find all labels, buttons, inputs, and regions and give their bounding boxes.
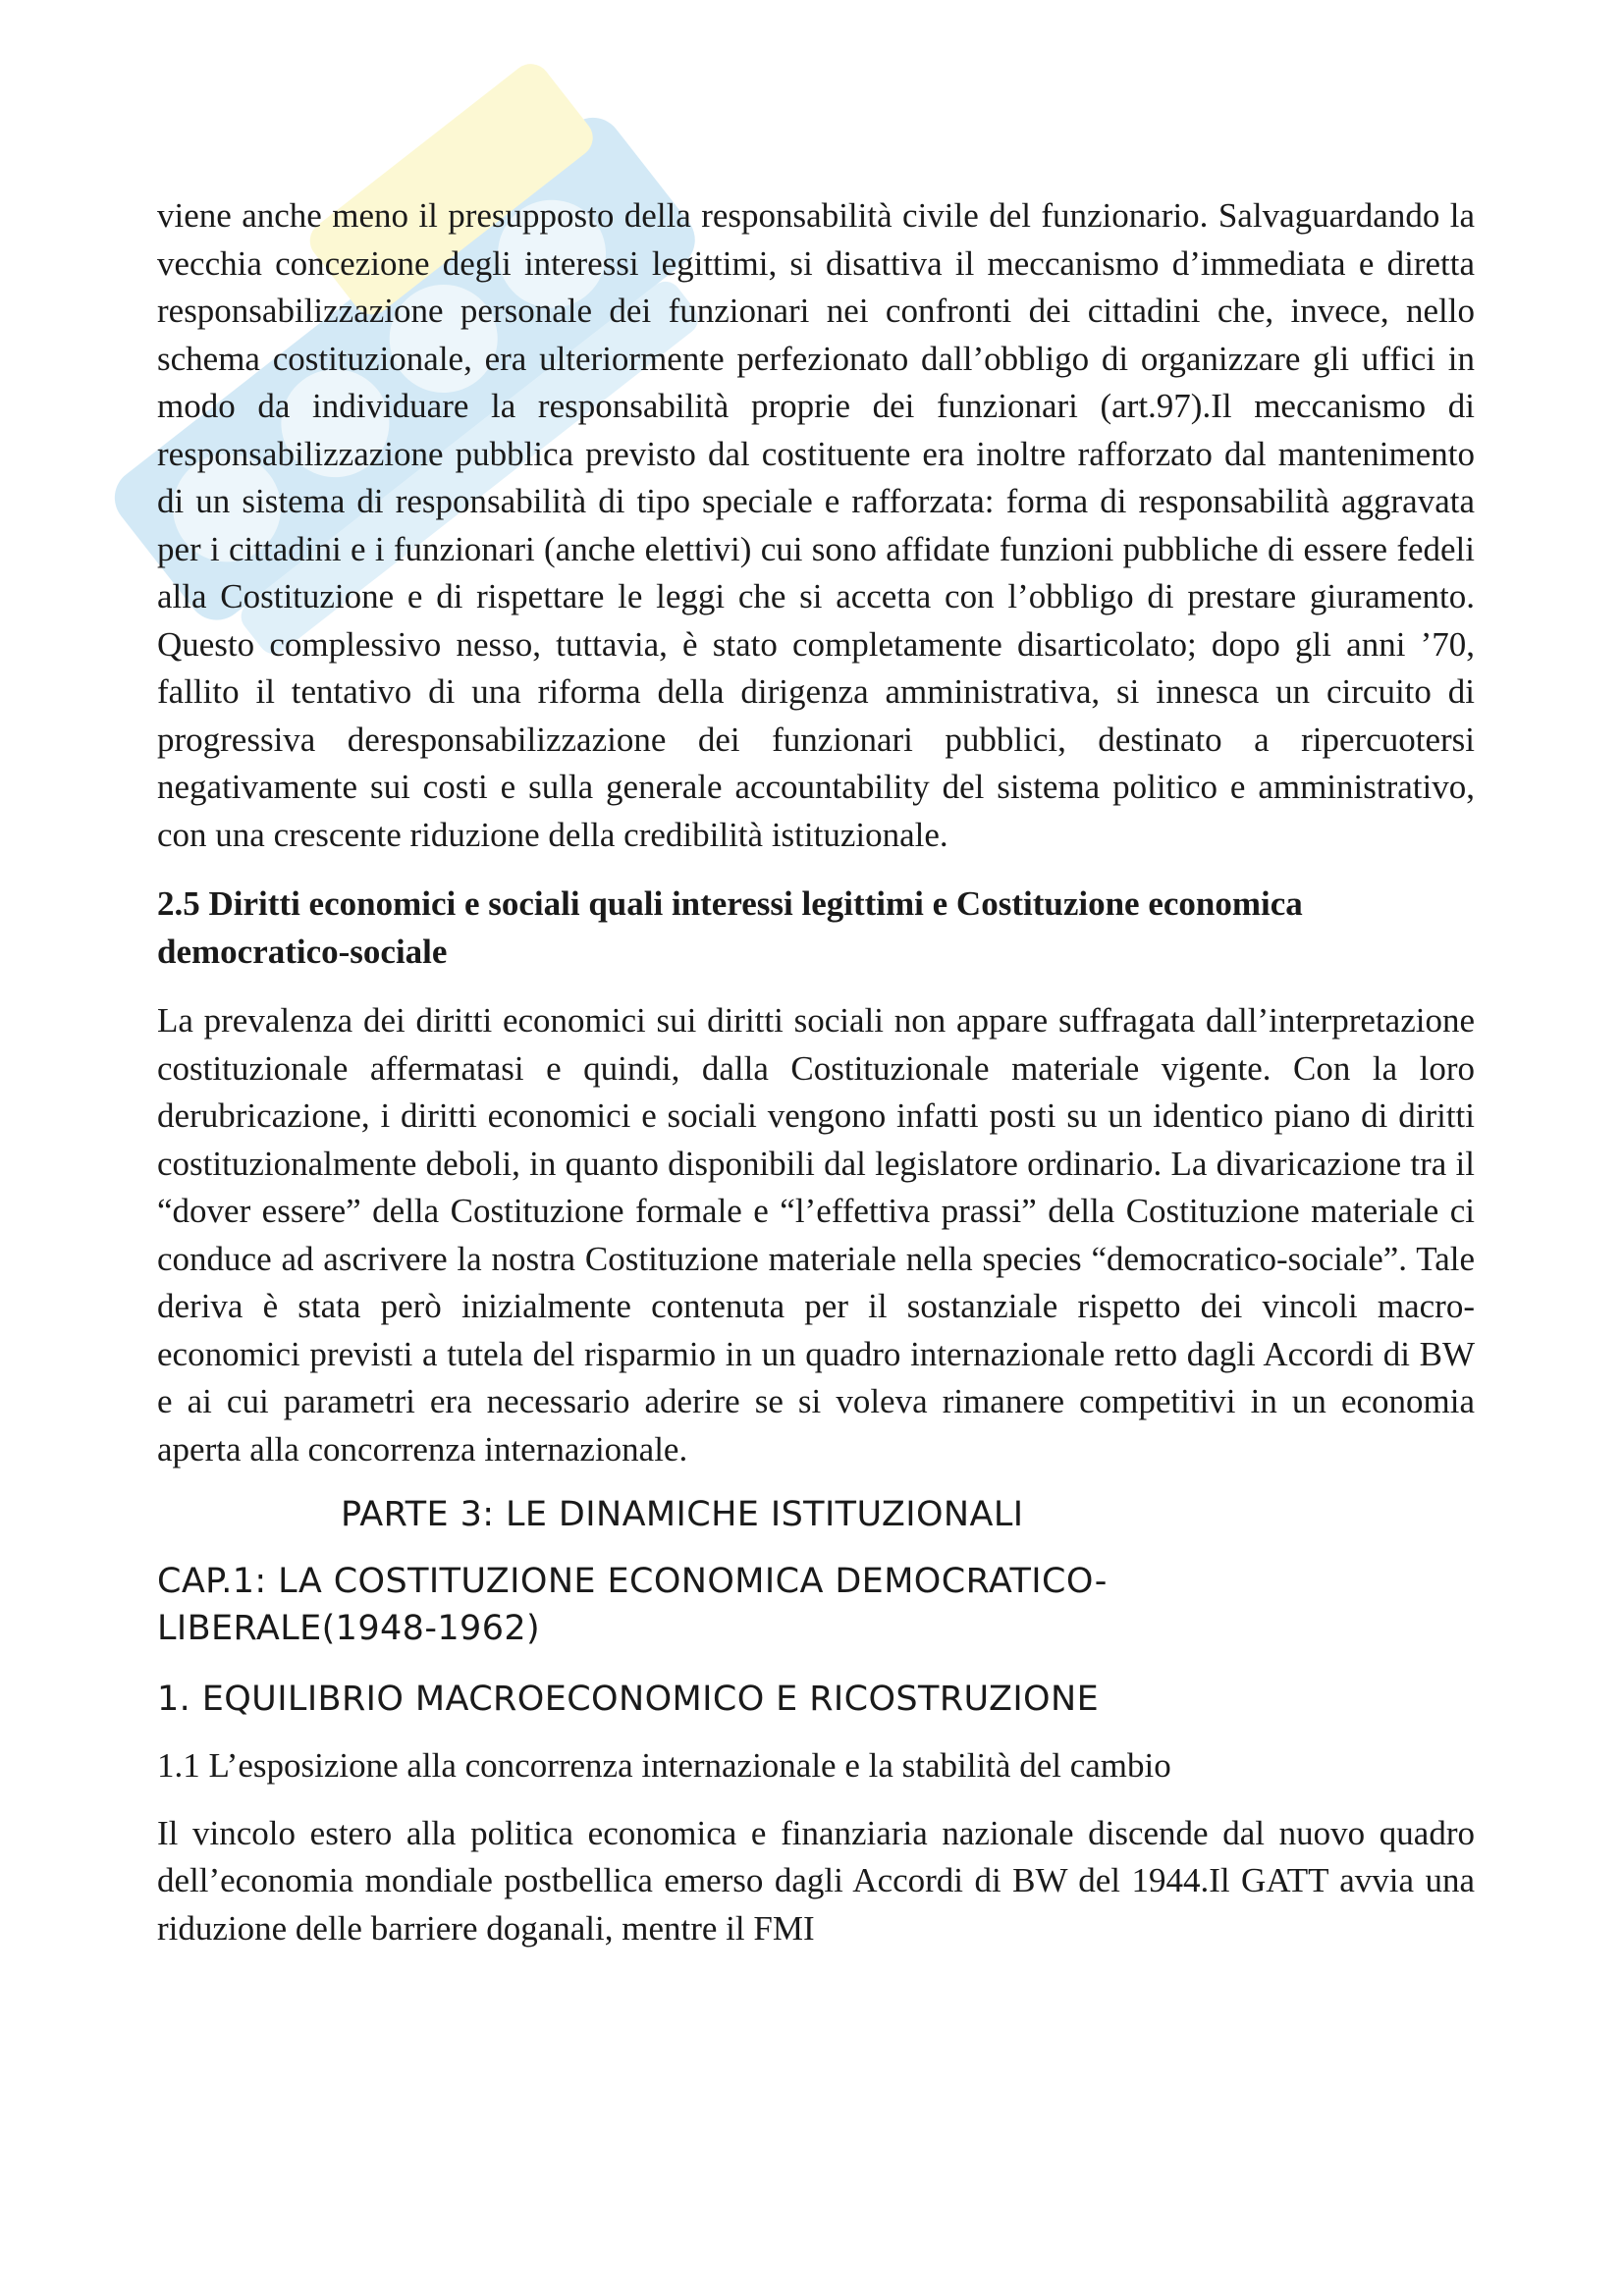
- section-heading: 2.5 Diritti economici e sociali quali interessi legittimi e Costituzione economica democratico-sociale: [157, 884, 1303, 971]
- chapter-heading: 1. EQUILIBRIO MACROECONOMICO E RICOSTRUZIONE: [157, 1680, 1100, 1719]
- part-title: PARTE 3: LE DINAMICHE ISTITUZIONALI: [341, 1495, 1024, 1534]
- page-content: [157, 192, 1475, 1952]
- subsection-heading: 1.1 L’esposizione alla concorrenza internazionale e la stabilità del cambio: [157, 1746, 1171, 1785]
- paragraph: Il vincolo estero alla politica economica e finanziaria nazionale discende dal nuovo quadro dell’economia mondiale postbellica emerso dagli Accordi di BW del 1944.Il GATT avvia una riduzione delle barriere doganali, mentre il FMI: [157, 1813, 1475, 1948]
- chapter-title: CAP.1: LA COSTITUZIONE ECONOMICA DEMOCRATICO-LIBERALE(1948-1962): [157, 1562, 1108, 1648]
- paragraph: La prevalenza dei diritti economici sui diritti sociali non appare suffragata dall’interpretazione costituzionale affermatasi e quindi, dalla Costituzionale materiale vigente. Con la loro derubricazione, i diritti economici e sociali vengono infatti posti su un identico piano di diritti costituzionalmente deboli, in quanto disponibili dal legislatore ordinario. La divaricazione tra il “dover essere” della Costituzione formale e “l’effettiva prassi” della Costituzione materiale ci conduce ad ascrivere la nostra Costituzione materiale nella species “democratico-sociale”. Tale deriva è stata però inizialmente contenuta per il sostanziale rispetto dei vincoli macro-economici previsti a tutela del risparmio in un quadro internazionale retto dagli Accordi di BW e ai cui parametri era necessario aderire se si voleva rimanere competitivi in un economia aperta alla concorrenza internazionale.: [157, 1001, 1475, 1468]
- paragraph: viene anche meno il presupposto della responsabilità civile del funzionario. Salvaguardando la vecchia concezione degli interessi legittimi, si disattiva il meccanismo d’immediata e diretta responsabilizzazione personale dei funzionari nei confronti dei cittadini che, invece, nello schema costituzionale, era ulteriormente perfezionato dall’obbligo di organizzare gli uffici in modo da individuare la responsabilità proprie dei funzionari (art.97).Il meccanismo di responsabilizzazione pubblica previsto dal costituente era inoltre rafforzato dal mantenimento di un sistema di responsabilità di tipo speciale e rafforzata: forma di responsabilità aggravata per i cittadini e i funzionari (anche elettivi) cui sono affidate funzioni pubbliche di essere fedeli alla Costituzione e di rispettare le leggi che si accetta con l’obbligo di prestare giuramento. Questo complessivo nesso, tuttavia, è stato completamente disarticolato; dopo gli anni ’70, fallito il tentativo di una riforma della dirigenza amministrativa, si innesca un circuito di progressiva deresponsabilizzazione dei funzionari pubblici, destinato a ripercuotersi negativamente sui costi e sulla generale accountability del sistema politico e amministrativo, con una crescente riduzione della credibilità istituzionale.: [157, 196, 1475, 854]
